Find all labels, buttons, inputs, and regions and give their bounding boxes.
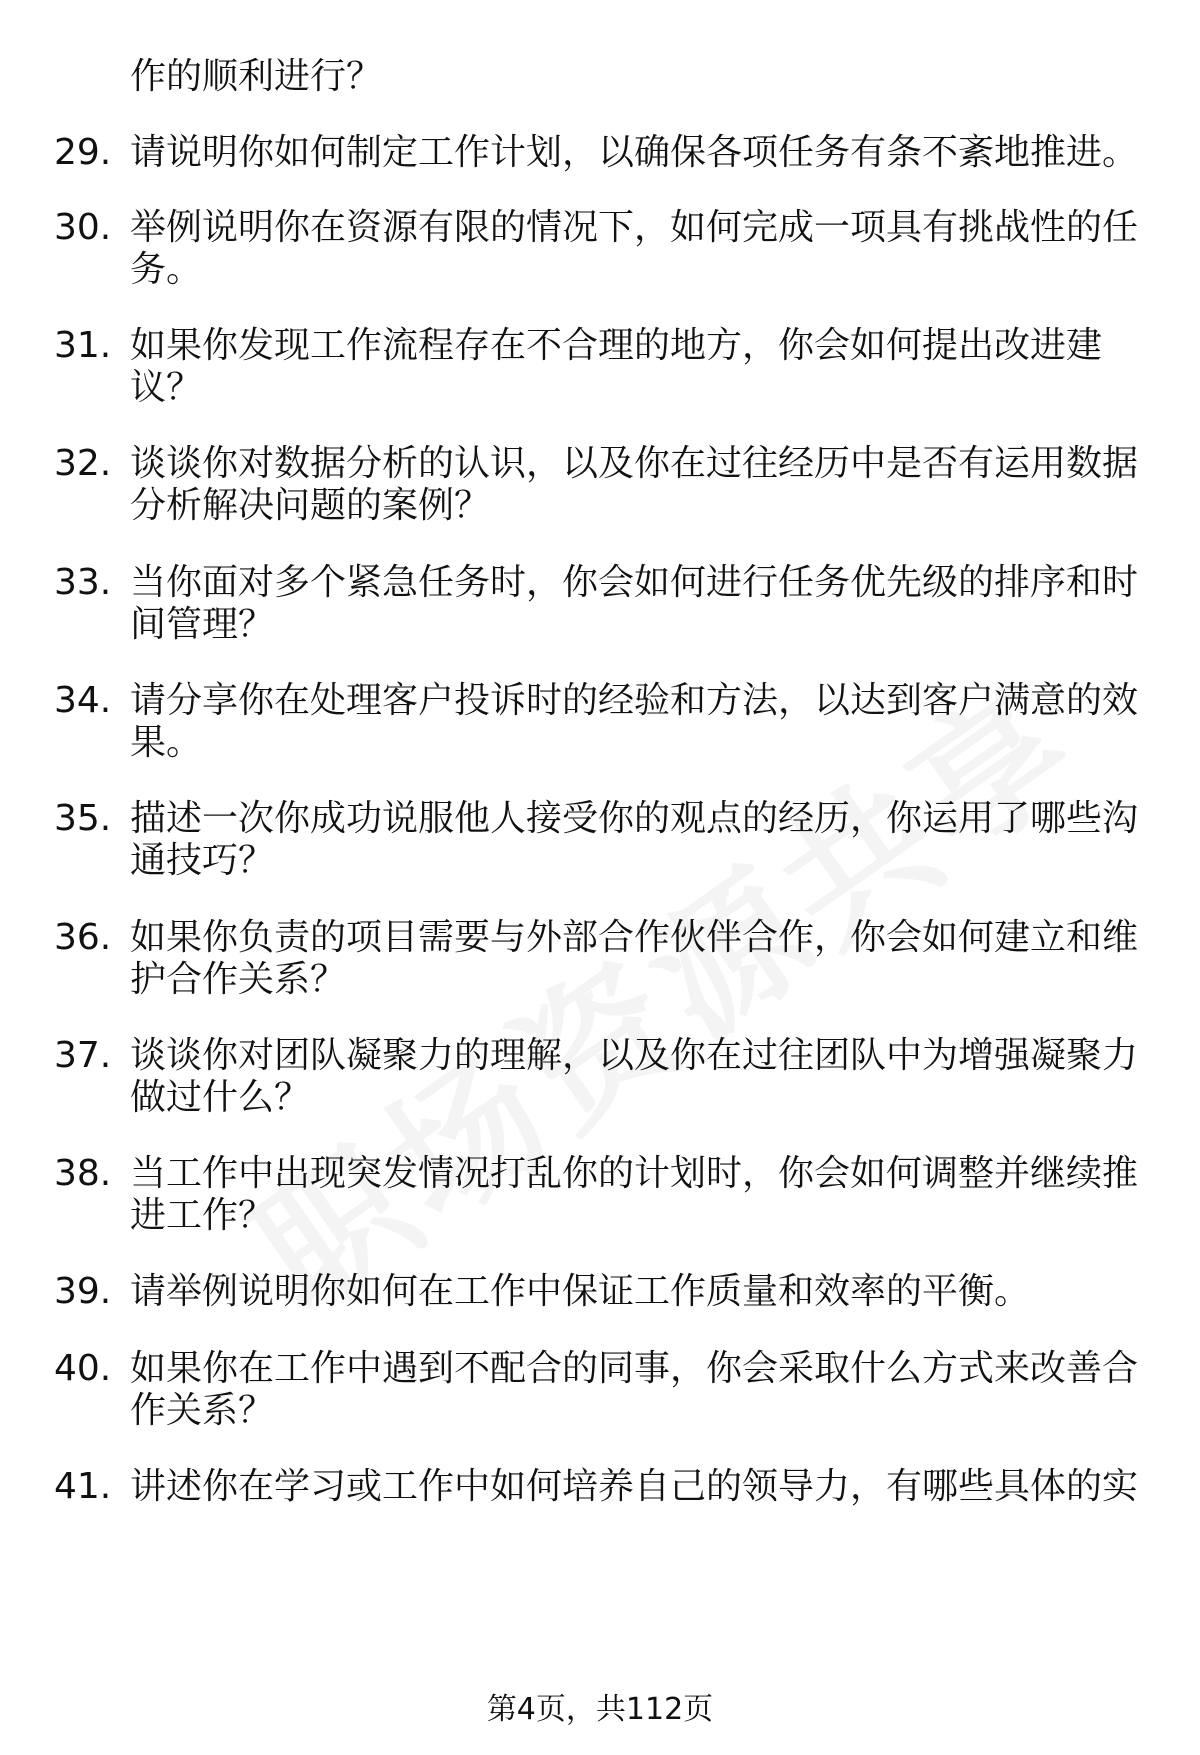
item-number: 33. [54,562,112,603]
item-number: 41. [54,1466,112,1507]
document-page: 作的顺利进行？ 29. 请说明你如何制定工作计划，以确保各项任务有条不紊地推进。 30. 举例说明你在资源有限的情况下，如何完成一项具有挑战性的任 务。 31. 如果你发现工作流程存在不合理的地方，你会如何提出改进建 议？ 32. 谈谈你对数据分析的认识，以及你在过往经历中是否有运用数据 分析解决问题的案例？ 33. 当你面对多个紧急任务时，你会如何进行任务优先级的排序和时 间管理？ 34. 请分享你在处理客户投诉时的经验和方法，以达到客户满意的效 果。 35. 描述一次你成功说服他人接受你的观点的经历，你运用了哪些沟 通技巧？ 36. 如果你负责的项目需要与外部合作伙伴合作，你会如何建立和维 护合作关系？ 37. 谈谈你对团队凝聚力的理解，以及你在过往团队中为增强凝聚力 做过什么？ 38. 当工作中出现突发情况打乱你的计划时，你会如何调整并继续推 进工作？ 39. 请举例说明你如何在工作中保证工作质量和效率的平衡。 40. 如果你在工作中遇到不配合的同事，你会采取什么方式来改善合 作关系？ 41. 讲述你在学习或工作中如何培养自己的领导力，有哪些具体的实 第4页，共112页 [0,0,1200,1755]
item-number: 39. [54,1271,112,1312]
item-number: 36. [54,917,112,958]
item-number: 32. [54,443,112,484]
item-number: 35. [54,798,112,839]
item-number: 34. [54,680,112,721]
item-number: 29. [54,132,112,173]
item-number: 40. [54,1348,112,1389]
item-number: 38. [54,1153,112,1194]
item-number: 30. [54,207,112,248]
page-number-footer: 第4页，共112页 [486,1692,714,1727]
item-number: 37. [54,1035,112,1076]
item-number: 31. [54,325,112,366]
